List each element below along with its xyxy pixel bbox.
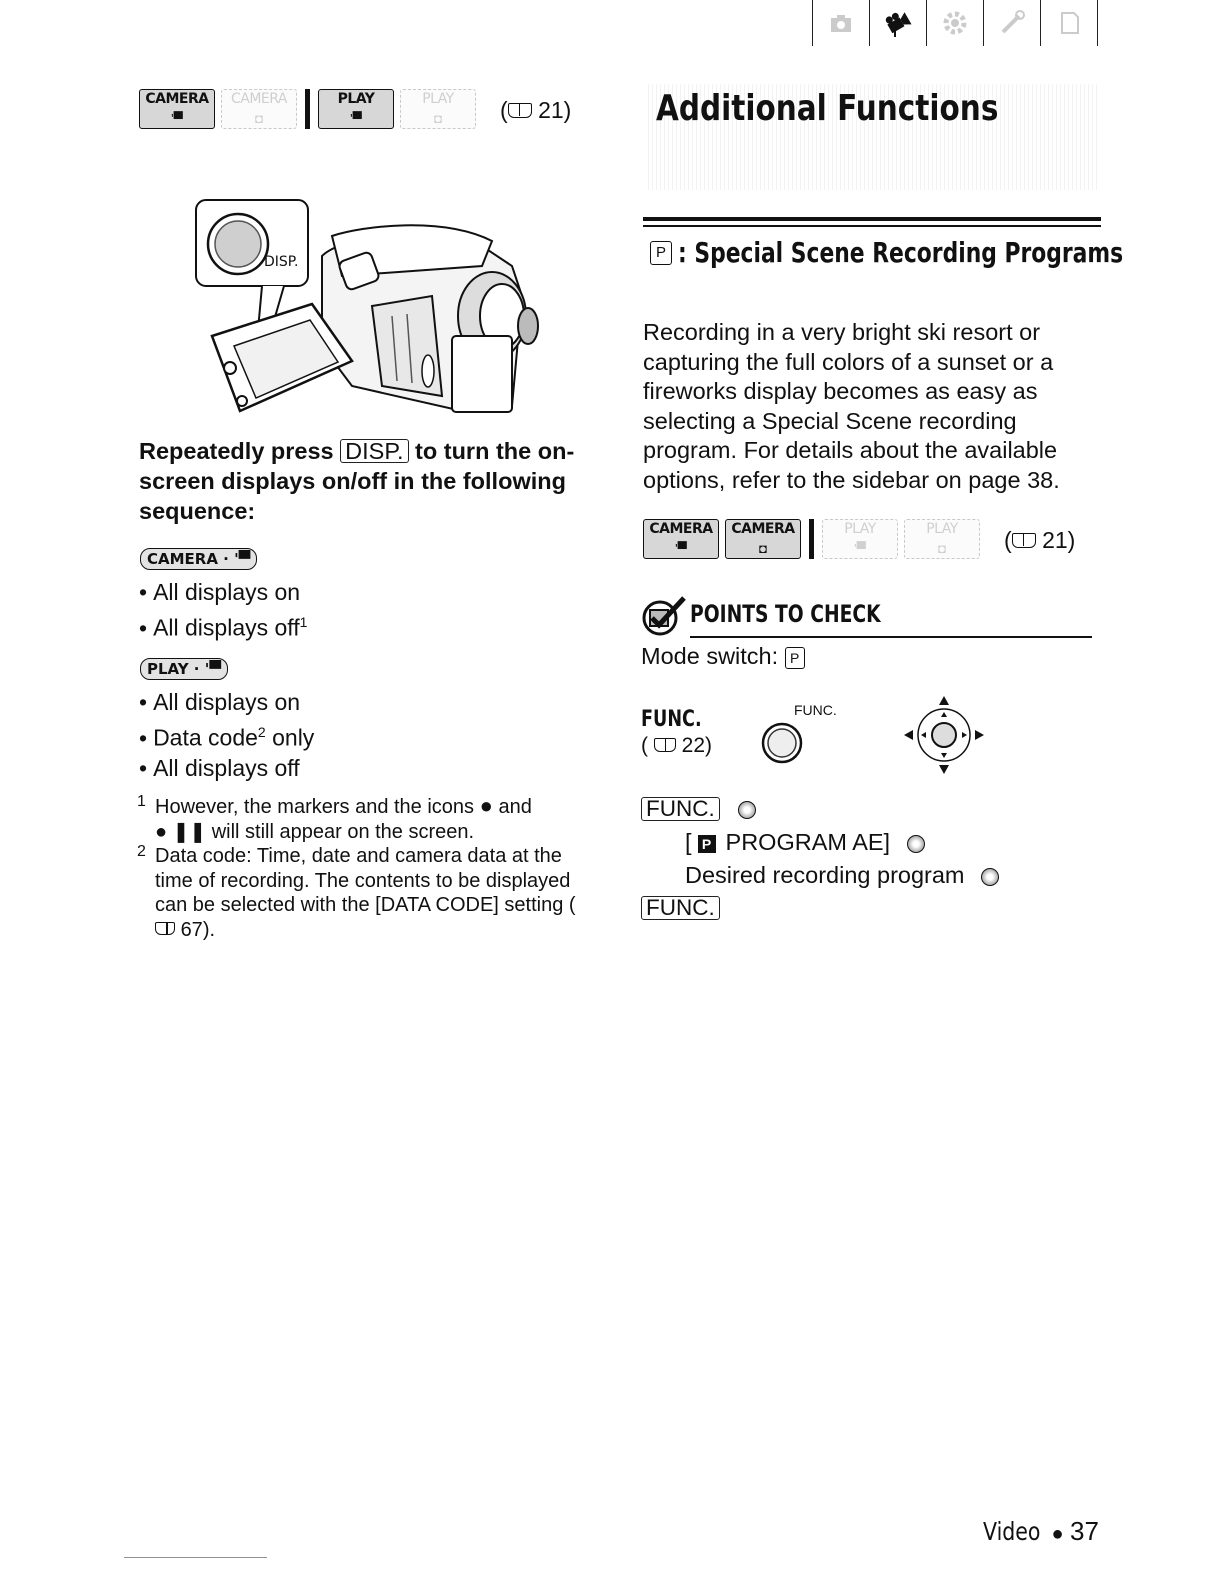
card-icon	[1054, 8, 1084, 38]
page-reference: ( 21)	[1004, 527, 1076, 553]
page-footer: Video ● 37	[983, 1516, 1099, 1546]
bottom-rule	[124, 1557, 267, 1558]
mode-separator	[305, 89, 310, 129]
step-program-ae: [ P PROGRAM AE]	[685, 829, 925, 856]
mode-badge-play-photo: PLAY ◘	[400, 89, 476, 129]
program-p-icon: P	[650, 241, 672, 265]
mode-badge-play-photo: PLAY ◘	[904, 519, 980, 559]
book-icon	[508, 103, 532, 118]
movie-camera-icon	[883, 8, 913, 38]
step-func	[641, 796, 756, 822]
footnote-2: 2 Data code: Time, date and camera data at the time of recording. The contents to be displayed can be selected with the [DATA CODE] setting ( 67).	[137, 843, 576, 941]
camera-mode-list	[139, 577, 579, 643]
mode-badge-camera-movie: CAMERA '▀	[643, 519, 719, 559]
disp-key: DISP.	[340, 439, 408, 463]
section-rule-thick	[643, 217, 1101, 221]
joystick-icon	[900, 694, 988, 776]
checkmark-icon	[642, 594, 688, 636]
tab-camera-flash	[812, 0, 869, 46]
list-item: • All displays on	[139, 577, 579, 607]
disp-button-label: DISP.	[264, 254, 299, 270]
book-icon	[1012, 533, 1036, 548]
mode-badge-play-movie: PLAY '▀	[822, 519, 898, 559]
section-heading: P : Special Scene Recording Programs	[650, 236, 1224, 269]
instruction-text: Repeatedly press DISP. to turn the on-screen displays on/off in the following sequence:	[139, 438, 575, 524]
play-mode-list	[139, 687, 579, 783]
func-button-icon	[760, 721, 804, 765]
step-desired-program: Desired recording program	[685, 862, 999, 889]
mode-badge-camera-movie: CAMERA '▀	[139, 89, 215, 129]
page-title: Additional Functions	[656, 88, 999, 129]
section-rule-thin	[643, 225, 1101, 227]
book-icon	[654, 738, 676, 752]
footnote-1: 1 However, the markers and the icons ● and ● ❚❚ will still appear on the screen.	[137, 793, 532, 843]
chapter-tabs	[812, 0, 1098, 46]
mode-badge-play-movie: PLAY '▀	[318, 89, 394, 129]
tab-settings	[926, 0, 983, 46]
func-page-ref: ( 22)	[641, 734, 713, 757]
right-mode-badges	[643, 519, 1075, 559]
func-button-caption: FUNC.	[794, 702, 837, 718]
program-p-icon: P	[785, 647, 805, 669]
book-icon	[155, 922, 175, 935]
mode-switch-line: Mode switch: P	[641, 643, 805, 670]
list-item: • All displays on	[139, 687, 579, 717]
func-key: FUNC.	[641, 797, 720, 821]
section-body: Recording in a very bright ski resort or capturing the full colors of a sunset or a fireworks display becomes as easy as selecting a Special Scene recording program. For details about the available options, refer to the sidebar on page 38.	[643, 319, 1060, 493]
func-label: FUNC.	[641, 707, 702, 732]
mode-separator	[809, 519, 814, 559]
camera-mode-badge: CAMERA · '▀	[140, 548, 257, 570]
mode-badge-camera-photo: CAMERA ◘	[725, 519, 801, 559]
points-to-check-title: POINTS TO CHECK	[690, 600, 881, 628]
camcorder-illustration	[192, 196, 552, 422]
tab-card	[1040, 0, 1098, 46]
play-mode-badge: PLAY · '▀	[140, 658, 228, 680]
func-key: FUNC.	[641, 896, 720, 920]
step-func-end	[641, 895, 720, 921]
mode-badge-camera-photo: CAMERA ◘	[221, 89, 297, 129]
points-rule	[690, 636, 1092, 638]
footnotes	[139, 794, 594, 942]
list-item: • All displays off	[139, 753, 579, 783]
tools-icon	[997, 8, 1027, 38]
list-item: • Data code$^2$ only	[139, 717, 579, 753]
program-p-icon: P	[698, 835, 716, 853]
set-button-icon	[738, 801, 756, 819]
gear-icon	[940, 8, 970, 38]
camera-flash-icon	[826, 8, 856, 38]
tab-movie	[869, 0, 926, 46]
set-button-icon	[907, 835, 925, 853]
tab-tools	[983, 0, 1040, 46]
set-button-icon	[981, 868, 999, 886]
page-reference: ( 21)	[500, 97, 572, 123]
list-item: • All displays off$^1$	[139, 607, 579, 643]
left-mode-badges	[139, 89, 571, 129]
